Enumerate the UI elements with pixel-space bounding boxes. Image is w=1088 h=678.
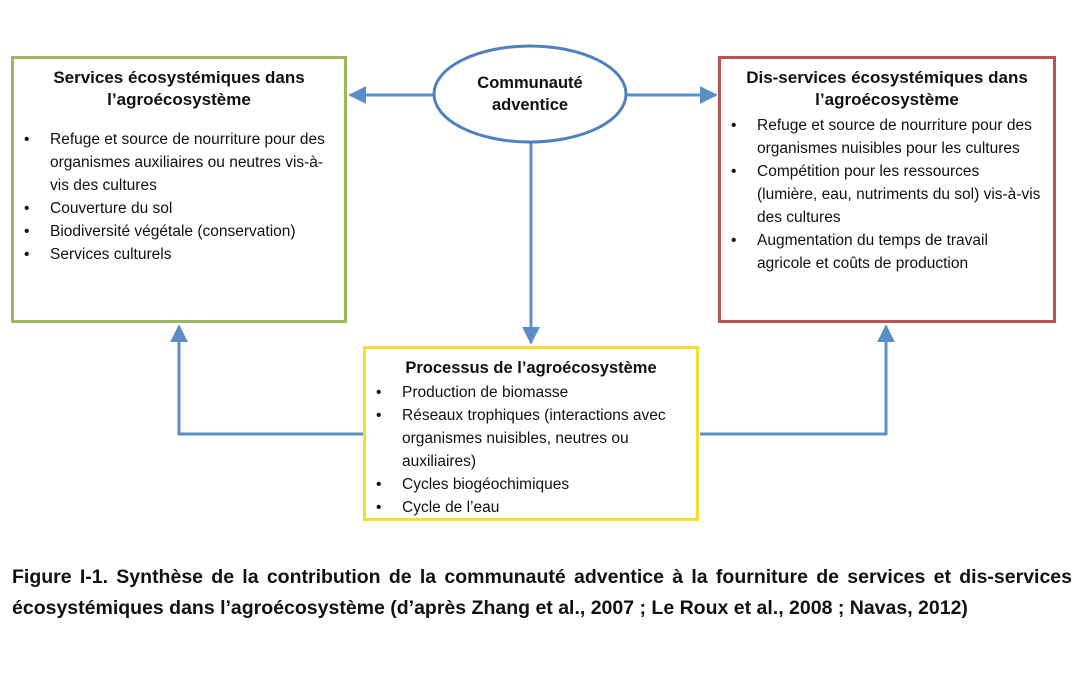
disservices-box: [718, 56, 1056, 323]
communaute-node: [433, 45, 627, 143]
list-item: • Biodiversité végétale (conservation): [50, 220, 334, 243]
list-item: • Services culturels: [50, 243, 334, 266]
services-box: [11, 56, 347, 323]
list-item: • Réseaux trophiques (interactions avec organismes nuisibles, neutres ou auxiliaires): [402, 404, 686, 473]
disservices-title: Dis-services écosystémiques dans l’agroécosystème: [746, 68, 1028, 109]
processus-list: [376, 381, 686, 519]
list-item: • Couverture du sol: [50, 197, 334, 220]
list-item: • Refuge et source de nourriture pour des organismes nuisibles pour les cultures: [757, 114, 1043, 160]
disservices-list: [731, 114, 1043, 275]
figure-caption: Figure I-1. Synthèse de la contribution de la communauté adventice à la fourniture de services et dis-services écosystémiques dans l’agroécosystème (d’après Zhang et al., 2007 ; Le Roux et al., 2008 ; Navas, 2012): [12, 566, 1072, 619]
services-list: [24, 128, 334, 266]
processus-box: [363, 346, 699, 521]
processus-title: Processus de l’agroécosystème: [405, 359, 657, 377]
list-item: • Cycles biogéochimiques: [402, 473, 686, 496]
arrow-processus-to-disservices: [700, 326, 886, 434]
list-item: • Cycle de l’eau: [402, 496, 686, 519]
list-item: • Production de biomasse: [402, 381, 686, 404]
services-title: Services écosystémiques dans l’agroécosystème: [53, 68, 305, 109]
list-item: • Compétition pour les ressources (lumière, eau, nutriments du sol) vis-à-vis des cultures: [757, 160, 1043, 229]
arrow-processus-to-services: [179, 326, 363, 434]
list-item: • Refuge et source de nourriture pour des organismes auxiliaires ou neutres vis-à-vis des cultures: [50, 128, 334, 197]
communaute-label: Communauté adventice: [477, 74, 583, 114]
list-item: • Augmentation du temps de travail agricole et coûts de production: [757, 229, 1043, 275]
